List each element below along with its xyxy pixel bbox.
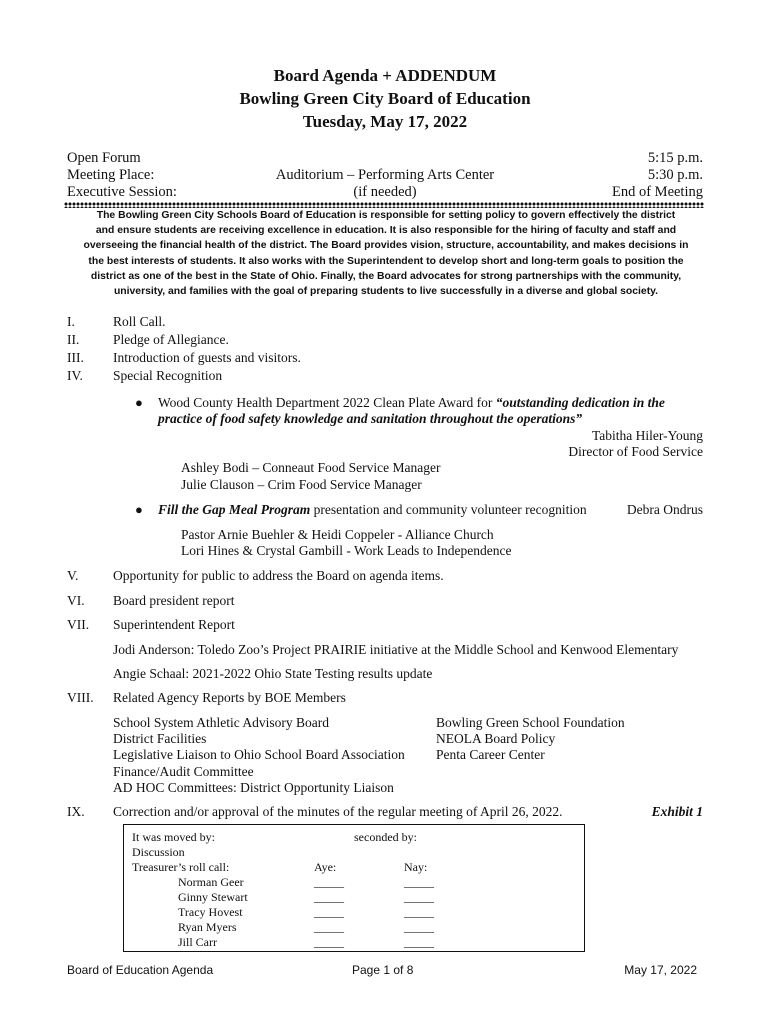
aye-blank: _____ — [314, 890, 344, 904]
agency-report: Legislative Liaison to Ohio School Board Association — [113, 747, 405, 762]
exec-session-time: End of Meeting — [611, 184, 703, 200]
nay-blank: _____ — [404, 875, 434, 889]
aye-blank: _____ — [314, 935, 344, 949]
item-number: II. — [67, 332, 80, 347]
agency-report: School System Athletic Advisory Board — [113, 715, 329, 730]
nay-label: Nay: — [404, 860, 428, 874]
meeting-date: Tuesday, May 17, 2022 — [302, 112, 468, 131]
board-member: Ryan Myers — [178, 920, 237, 934]
item-text: Superintendent Report — [113, 617, 235, 632]
agency-report: AD HOC Committees: District Opportunity Liaison — [113, 780, 394, 795]
aye-label: Aye: — [314, 860, 337, 874]
superintendent-report-line: Angie Schaal: 2021-2022 Ohio State Testing results update — [113, 666, 433, 681]
item-number: III. — [67, 350, 84, 365]
honoree: Pastor Arnie Buehler & Heidi Coppeler - Alliance Church — [181, 527, 494, 542]
board-member: Tracy Hovest — [178, 905, 243, 919]
bullet-icon: ● — [135, 502, 143, 517]
item-text: Opportunity for public to address the Board on agenda items. — [113, 568, 444, 583]
nay-blank: _____ — [404, 905, 434, 919]
moved-by-label: It was moved by: — [132, 830, 215, 844]
aye-blank: _____ — [314, 875, 344, 889]
meeting-time: 5:30 p.m. — [647, 167, 703, 183]
item-number: V. — [67, 568, 79, 583]
discussion-label: Discussion — [132, 845, 185, 859]
agency-report: Penta Career Center — [436, 747, 545, 762]
item-number: IX. — [67, 804, 85, 819]
open-forum-time: 5:15 p.m. — [647, 150, 703, 166]
board-member: Ginny Stewart — [178, 890, 248, 904]
item-text: Correction and/or approval of the minutes of the regular meeting of April 26, 2022. — [113, 804, 563, 819]
board-member: Norman Geer — [178, 875, 244, 889]
board-member: Jill Carr — [178, 935, 217, 949]
mission-line: and ensure students are receiving excellence in education. It is also responsible for the hiring of faculty and staff and — [95, 225, 677, 237]
item-text: Board president report — [113, 593, 235, 608]
item-number: VI. — [67, 593, 85, 608]
presenter-name: Tabitha Hiler-Young — [591, 428, 703, 443]
agenda-title: Board Agenda + ADDENDUM — [273, 66, 497, 85]
meeting-place-label: Meeting Place: — [67, 167, 155, 183]
exec-session-value: (if needed) — [353, 184, 417, 200]
open-forum-row — [67, 150, 703, 167]
page-number: Page 1 of 8 — [352, 963, 414, 977]
honoree: Lori Hines & Crystal Gambill - Work Leads to Independence — [181, 543, 512, 558]
meeting-place-row — [67, 167, 703, 184]
nay-blank: _____ — [404, 935, 434, 949]
agency-report: NEOLA Board Policy — [436, 731, 556, 746]
honoree: Ashley Bodi – Conneaut Food Service Manager — [181, 460, 441, 475]
agency-report: Bowling Green School Foundation — [436, 715, 625, 730]
mission-line: The Bowling Green City Schools Board of Education is responsible for setting policy to govern effectively the district — [96, 210, 676, 221]
seconded-by-label: seconded by: — [354, 830, 417, 844]
aye-blank: _____ — [314, 905, 344, 919]
recognition-program: Fill the Gap Meal Program presentation and community volunteer recognition — [158, 502, 587, 517]
item-number: VII. — [67, 617, 90, 632]
presenter-title: Director of Food Service — [568, 444, 703, 459]
item-number: I. — [67, 314, 75, 329]
agency-report: District Facilities — [113, 731, 207, 746]
exec-session-label: Executive Session: — [67, 184, 177, 200]
mission-line: overseeing the financial health of the district. The Board provides vision, structure, accountability, and makes decisions in — [83, 240, 689, 252]
mission-line: district as one of the best in the State of Ohio. Finally, the Board advocates for strong partnerships with the community, — [90, 270, 682, 282]
item-number: VIII. — [67, 690, 94, 705]
item-number: IV. — [67, 368, 83, 383]
exec-session-row — [67, 184, 703, 201]
nay-blank: _____ — [404, 890, 434, 904]
recognition-award: Wood County Health Department 2022 Clean Plate Award for “outstanding dedication in the — [158, 395, 665, 410]
open-forum-label: Open Forum — [67, 150, 141, 166]
board-name: Bowling Green City Board of Education — [239, 89, 531, 108]
aye-blank: _____ — [314, 920, 344, 934]
mission-line: the best interests of students. It also works with the Superintendent to develop short and long-term goals to position the — [88, 255, 684, 267]
meeting-place-value: Auditorium – Performing Arts Center — [275, 167, 495, 183]
item-text: Related Agency Reports by BOE Members — [113, 690, 346, 705]
roll-call-label: Treasurer’s roll call: — [132, 860, 230, 874]
superintendent-report-line: Jodi Anderson: Toledo Zoo’s Project PRAIRIE initiative at the Middle School and Kenwood Elementary — [113, 642, 679, 657]
vote-box — [123, 824, 585, 952]
recognition-quote: practice of food safety knowledge and sanitation throughout the operations” — [158, 411, 583, 426]
footer-date: May 17, 2022 — [624, 963, 697, 977]
item-text: Pledge of Allegiance. — [113, 332, 229, 347]
footer-title: Board of Education Agenda — [67, 963, 214, 977]
honoree: Julie Clauson – Crim Food Service Manager — [181, 477, 422, 492]
nay-blank: _____ — [404, 920, 434, 934]
bullet-icon: ● — [135, 395, 143, 410]
mission-statement — [82, 208, 690, 299]
item-text: Special Recognition — [113, 368, 223, 383]
item-text: Roll Call. — [113, 314, 166, 329]
item-text: Introduction of guests and visitors. — [113, 350, 301, 365]
mission-line: university, and families with the goal of preparing students to live successfully in a diverse and global society. — [113, 286, 659, 298]
agency-report: Finance/Audit Committee — [113, 764, 254, 779]
exhibit-label: Exhibit 1 — [651, 804, 703, 819]
presenter-name: Debra Ondrus — [626, 502, 703, 517]
